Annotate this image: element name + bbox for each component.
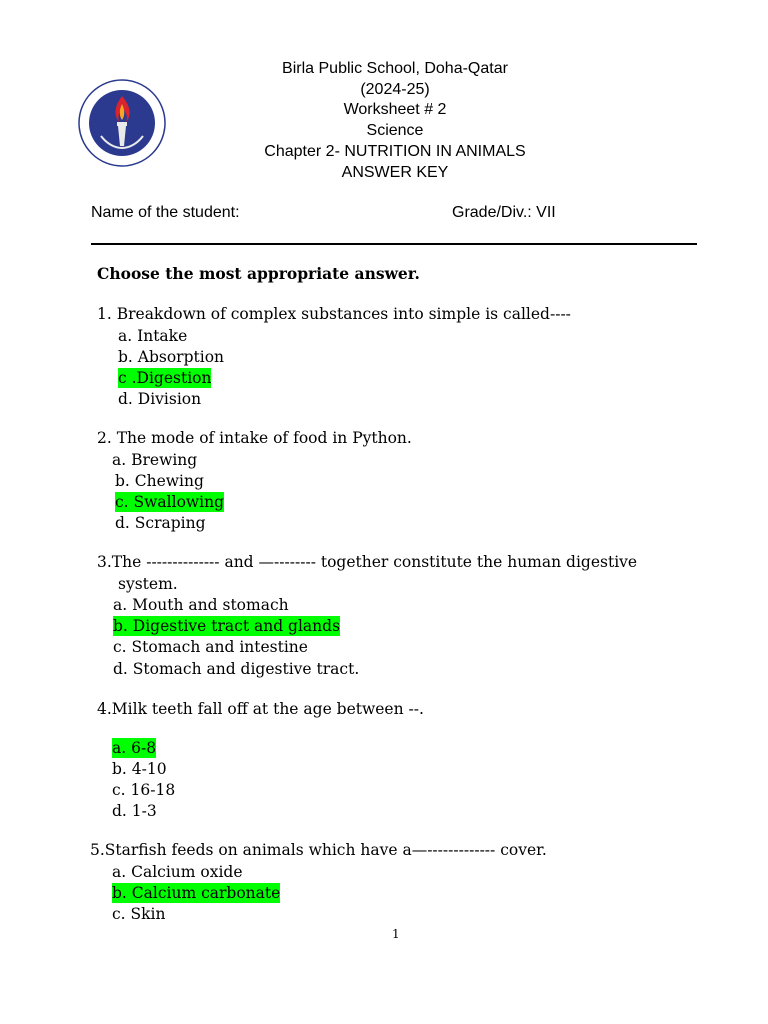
q4-option-c: c. 16-18	[112, 781, 176, 799]
q4-option-b: b. 4-10	[112, 760, 167, 778]
page-number: 1	[392, 927, 400, 941]
q5-option-a: a. Calcium oxide	[112, 863, 243, 881]
q1-option-a: a. Intake	[118, 327, 188, 345]
q4-option-a-answer: a. 6-8	[112, 739, 157, 757]
question-4: 4.Milk teeth fall off at the age between --.	[97, 700, 424, 718]
q2-option-b: b. Chewing	[115, 472, 204, 490]
logo-text: BIRLA PUBLIC SCHOOL	[92, 134, 152, 157]
subject: Science	[366, 122, 424, 139]
academic-year: (2024-25)	[360, 81, 430, 98]
q4-option-d: d. 1-3	[112, 802, 157, 820]
chapter-title: Chapter 2- NUTRITION IN ANIMALS	[264, 143, 526, 160]
school-name: Birla Public School, Doha-Qatar	[282, 60, 508, 77]
q5-option-b-answer: b. Calcium carbonate	[112, 884, 281, 902]
question-3: 3.The -------------- and —-------- together constitute the human digestive	[97, 553, 638, 571]
divider	[91, 243, 697, 245]
question-1: 1. Breakdown of complex substances into simple is called----	[97, 305, 571, 323]
school-logo	[77, 78, 167, 168]
worksheet-number: Worksheet # 2	[343, 101, 447, 118]
q3-option-b-answer: b. Digestive tract and glands	[113, 617, 341, 635]
q2-option-a: a. Brewing	[112, 451, 198, 469]
q2-option-c-answer: c. Swallowing	[115, 493, 225, 511]
q3-option-a: a. Mouth and stomach	[113, 596, 289, 614]
q1-option-d: d. Division	[118, 390, 202, 408]
answer-key-title: ANSWER KEY	[341, 164, 449, 181]
student-name-label: Name of the student:	[91, 204, 240, 221]
question-5: 5.Starfish feeds on animals which have a—------------- cover.	[90, 841, 547, 859]
instruction: Choose the most appropriate answer.	[97, 264, 420, 283]
grade-label: Grade/Div.: VII	[452, 204, 556, 221]
q5-option-c: c. Skin	[112, 905, 166, 923]
question-3-cont: system.	[118, 575, 178, 593]
q1-option-c-answer: c .Digestion	[118, 369, 212, 387]
q3-option-d: d. Stomach and digestive tract.	[113, 660, 360, 678]
q1-option-b: b. Absorption	[118, 348, 225, 366]
q2-option-d: d. Scraping	[115, 514, 206, 532]
question-2: 2. The mode of intake of food in Python.	[97, 429, 412, 447]
q3-option-c: c. Stomach and intestine	[113, 638, 308, 656]
